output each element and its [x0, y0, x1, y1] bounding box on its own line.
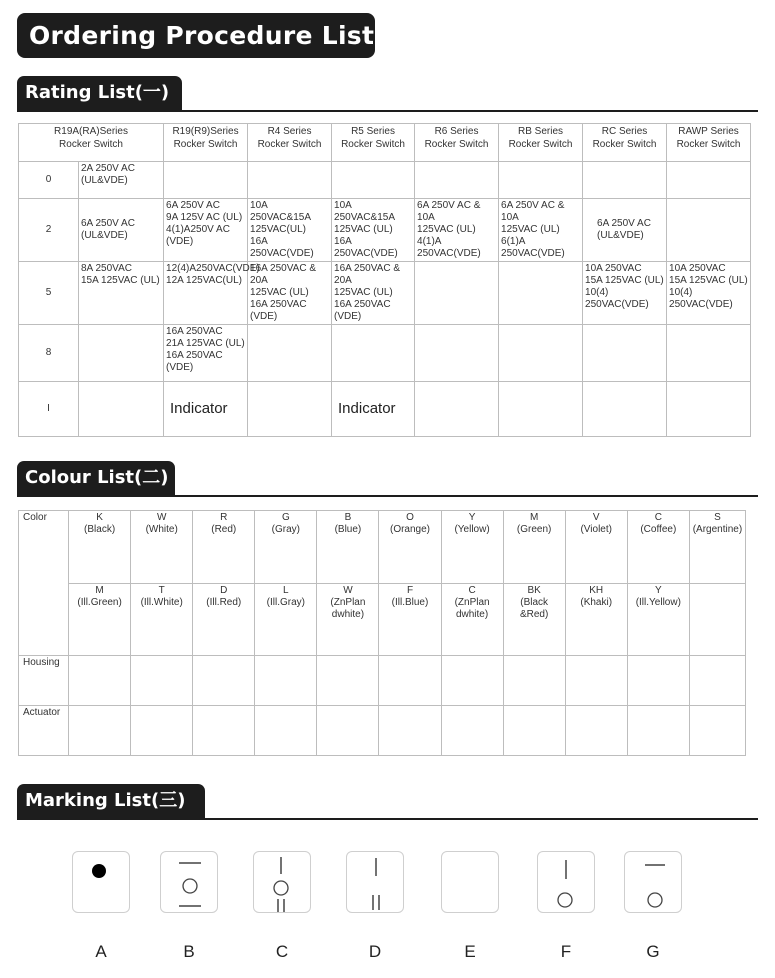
rating-col-header: RC Series Rocker Switch [583, 124, 667, 162]
rating-col-header: R5 Series Rocker Switch [332, 124, 415, 162]
rating-col-header: R4 Series Rocker Switch [248, 124, 332, 162]
rating-cell [499, 162, 583, 199]
rating-cell [667, 199, 751, 262]
rating-cell [248, 382, 332, 437]
rating-cell [667, 162, 751, 199]
housing-row-label: Housing [19, 656, 69, 706]
rating-cell [79, 382, 164, 437]
marking-letter: F [560, 942, 572, 961]
colour-cell: T (Ill.White) [131, 584, 193, 656]
rating-cell: 6A 250V AC & 10A 125VAC (UL) 4(1)A 250VAC(VDE) [415, 199, 499, 262]
marking-card-d [346, 851, 404, 913]
rating-cell: 16A 250VAC & 20A 125VAC (UL) 16A 250VAC (VDE) [248, 262, 332, 325]
rating-cell: 8A 250VAC 15A 125VAC (UL) [79, 262, 164, 325]
rating-col-header: R19(R9)Series Rocker Switch [164, 124, 248, 162]
housing-row [19, 656, 746, 706]
rating-col-header: RB Series Rocker Switch [499, 124, 583, 162]
colour-cell: C (Coffee) [627, 511, 689, 584]
rating-cell [248, 325, 332, 382]
rating-list-heading: Rating List(一) [17, 76, 182, 110]
bar-double-bar-icon [347, 852, 405, 914]
rating-cell: 6A 250V AC (UL&VDE) [583, 199, 667, 262]
colour-cell: W (ZnPlan dwhite) [317, 584, 379, 656]
rating-cell: 6A 250V AC (UL&VDE) [79, 199, 164, 262]
colour-cell: R (Red) [193, 511, 255, 584]
marking-card-f [537, 851, 595, 913]
colour-cell: F (Ill.Blue) [379, 584, 441, 656]
colour-cell: Y (Ill.Yellow) [627, 584, 689, 656]
bar-circle-double-bar-icon [254, 852, 312, 914]
filled-dot-icon [73, 852, 131, 914]
rating-row [19, 262, 751, 325]
rating-cell [667, 325, 751, 382]
rating-table [18, 123, 751, 437]
marking-letter: D [368, 942, 382, 961]
marking-letter: B [183, 942, 195, 961]
rating-cell: 16A 250VAC 21A 125VAC (UL) 16A 250VAC (VDE) [164, 325, 248, 382]
rating-row [19, 325, 751, 382]
rating-row-label: 2 [19, 199, 79, 262]
page-title: Ordering Procedure List [17, 13, 375, 58]
colour-cell: S (Argentine) [689, 511, 745, 584]
colour-cell: W (White) [131, 511, 193, 584]
rating-cell [667, 382, 751, 437]
colour-table [18, 510, 746, 756]
marking-card-a [72, 851, 130, 913]
colour-list-rule [17, 495, 758, 497]
rating-row [19, 199, 751, 262]
colour-cell [689, 584, 745, 656]
rating-cell [499, 325, 583, 382]
rating-row-label: 0 [19, 162, 79, 199]
colour-cell: V (Violet) [565, 511, 627, 584]
colour-cell: Y (Yellow) [441, 511, 503, 584]
rating-col-header: R19A(RA)Series Rocker Switch [19, 124, 164, 162]
rating-row-label: 5 [19, 262, 79, 325]
rating-cell: 10A 250VAC&15A 125VAC (UL) 16A 250VAC(VDE) [332, 199, 415, 262]
colour-cell: C (ZnPlan dwhite) [441, 584, 503, 656]
rating-cell [583, 325, 667, 382]
marking-list-rule [17, 818, 758, 820]
rating-cell [415, 162, 499, 199]
actuator-row [19, 706, 746, 756]
indicator-cell: Indicator [332, 382, 415, 437]
marking-card-c [253, 851, 311, 913]
rating-row-label: I [19, 382, 79, 437]
rating-cell: 16A 250VAC & 20A 125VAC (UL) 16A 250VAC (VDE) [332, 262, 415, 325]
indicator-cell: Indicator [164, 382, 248, 437]
colour-cell: M (Green) [503, 511, 565, 584]
colour-row [19, 511, 746, 584]
rating-cell [415, 262, 499, 325]
rating-cell: 2A 250V AC (UL&VDE) [79, 162, 164, 199]
rating-cell: 6A 250V AC 9A 125V AC (UL) 4(1)A250V AC (VDE) [164, 199, 248, 262]
rating-cell: 10A 250VAC 15A 125VAC (UL) 10(4) 250VAC(VDE) [667, 262, 751, 325]
rating-cell [499, 382, 583, 437]
rating-cell [415, 382, 499, 437]
rating-cell [583, 382, 667, 437]
blank-icon [442, 852, 500, 914]
rating-cell: 12(4)A250VAC(VDE) 12A 125VAC(UL) [164, 262, 248, 325]
rating-cell [499, 262, 583, 325]
colour-list-heading: Colour List(二) [17, 461, 175, 495]
marking-card-e [441, 851, 499, 913]
rating-cell [248, 162, 332, 199]
colour-cell: BK (Black &Red) [503, 584, 565, 656]
marking-letter: C [275, 942, 289, 961]
rating-cell [332, 162, 415, 199]
actuator-row-label: Actuator [19, 706, 69, 756]
marking-card-g [624, 851, 682, 913]
rating-cell [583, 162, 667, 199]
rating-cell: 10A 250VAC 15A 125VAC (UL) 10(4) 250VAC(VDE) [583, 262, 667, 325]
rating-row [19, 382, 751, 437]
colour-cell: O (Orange) [379, 511, 441, 584]
marking-letter: E [464, 942, 476, 961]
rating-row-label: 8 [19, 325, 79, 382]
marking-letter: G [646, 942, 660, 961]
rating-col-header: RAWP Series Rocker Switch [667, 124, 751, 162]
rating-cell [79, 325, 164, 382]
colour-cell: D (Ill.Red) [193, 584, 255, 656]
colour-cell: L (Ill.Gray) [255, 584, 317, 656]
rating-row [19, 162, 751, 199]
colour-row [19, 584, 746, 656]
rating-col-header: R6 Series Rocker Switch [415, 124, 499, 162]
marking-list-heading: Marking List(三) [17, 784, 205, 818]
color-row-label: Color [19, 511, 69, 656]
colour-cell: K (Black) [69, 511, 131, 584]
colour-cell: B (Blue) [317, 511, 379, 584]
marking-card-b [160, 851, 218, 913]
rating-cell [332, 325, 415, 382]
rating-header-row [19, 124, 751, 162]
rating-cell [415, 325, 499, 382]
colour-cell: M (Ill.Green) [69, 584, 131, 656]
rating-list-rule [17, 110, 758, 112]
dash-circle-icon [625, 852, 683, 914]
colour-cell: G (Gray) [255, 511, 317, 584]
rating-cell [164, 162, 248, 199]
rating-cell: 10A 250VAC&15A 125VAC(UL) 16A 250VAC(VDE) [248, 199, 332, 262]
bar-circle-icon [538, 852, 596, 914]
colour-cell: KH (Khaki) [565, 584, 627, 656]
marking-letter: A [95, 942, 107, 961]
rating-cell: 6A 250V AC & 10A 125VAC (UL) 6(1)A 250VAC(VDE) [499, 199, 583, 262]
dash-circle-dash-icon [161, 852, 219, 914]
